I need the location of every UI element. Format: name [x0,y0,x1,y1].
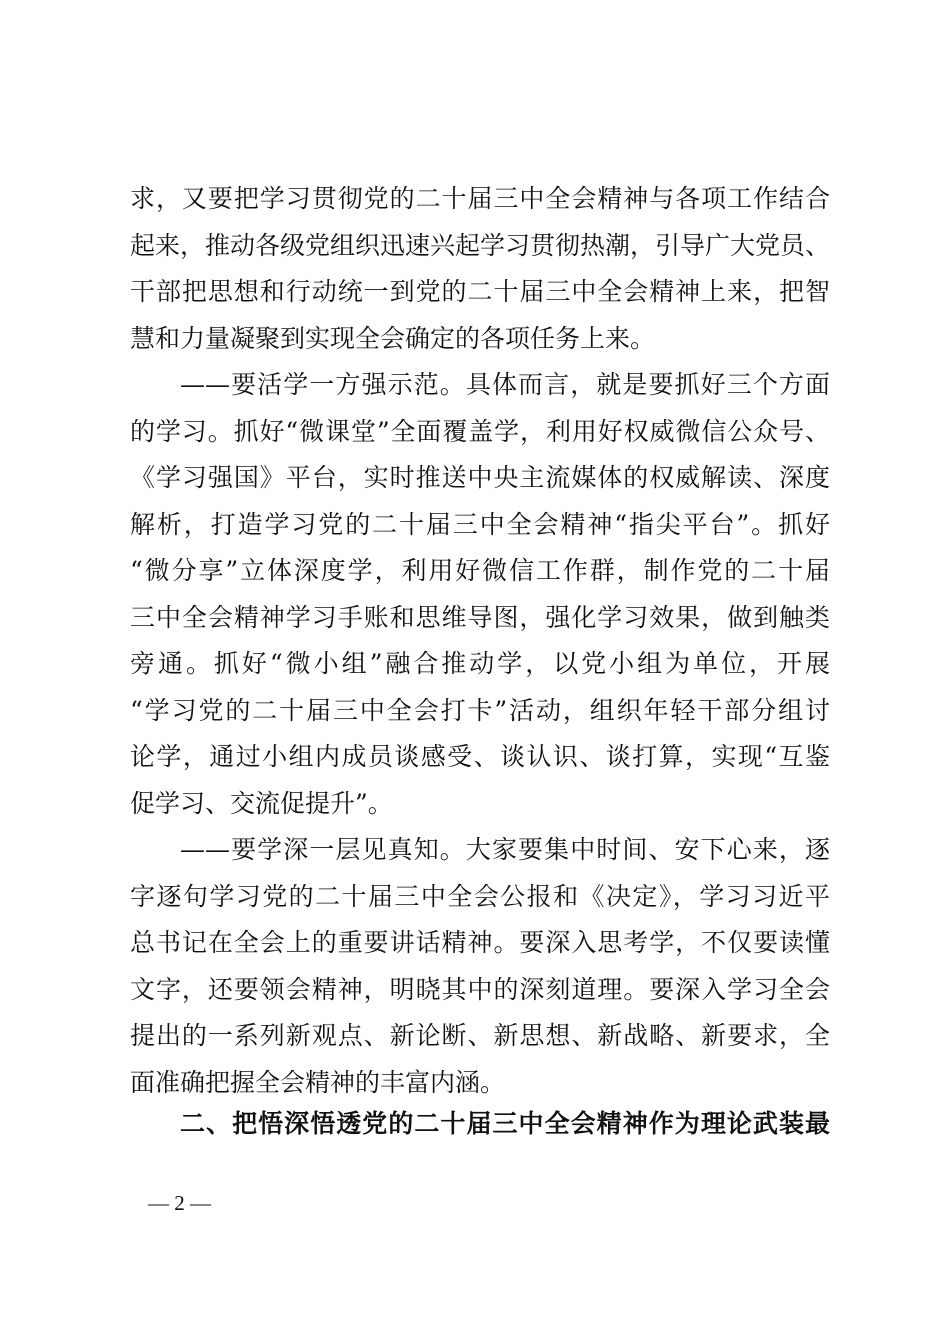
text-line: ——要学深一层见真知。大家要集中时间、安下心来，逐 [180,835,830,864]
text-line: 三中全会精神学习手账和思维导图，强化学习效果，做到触类 [130,602,830,632]
text-line: 面准确把握全会精神的丰富内涵。 [130,1067,506,1097]
text-line: 求，又要把学习贯彻党的二十届三中全会精神与各项工作结合 [130,184,830,213]
text-line: ——要活学一方强示范。具体而言，就是要抓好三个方面 [180,370,830,399]
text-line: 文字，还要领会精神，明晓其中的深刻道理。要深入学习全会 [130,974,830,1004]
text-line: “学习党的二十届三中全会打卡”活动，组织年轻干部分组讨 [130,695,830,725]
text-line: 提出的一系列新观点、新论断、新思想、新战略、新要求，全 [130,1021,830,1050]
text-line: 总书记在全会上的重要讲话精神。要深入思考学，不仅要读懂 [130,928,830,957]
page-number: — 2 — [148,1191,211,1215]
text-line: 的学习。抓好“微课堂”全面覆盖学，利用好权威微信公众号、 [130,416,830,446]
text-line: 字逐句学习党的二十届三中全会公报和《决定》，学习习近平 [130,881,830,911]
body-text [130,176,830,1106]
text-line: 论学，通过小组内成员谈感受、谈认识、谈打算，实现“互鉴 [130,742,830,771]
text-line: 起来，推动各级党组织迅速兴起学习贯彻热潮，引导广大党员、 [130,230,831,260]
text-line: 慧和力量凝聚到实现全会确定的各项任务上来。 [130,323,656,353]
text-line: 解析，打造学习党的二十届三中全会精神“指尖平台”。抓好 [130,509,830,539]
text-line: 旁通。抓好“微小组”融合推动学，以党小组为单位，开展 [130,649,830,678]
text-line: 促学习、交流促提升”。 [130,788,393,818]
section-heading: 二、把悟深悟透党的二十届三中全会精神作为理论武装最 [180,1109,830,1138]
text-line: “微分享”立体深度学，利用好微信工作群，制作党的二十届 [130,556,830,585]
text-line: 《学习强国》平台，实时推送中央主流媒体的权威解读、深度 [130,463,830,492]
text-line: 干部把思想和行动统一到党的二十届三中全会精神上来，把智 [130,277,830,306]
